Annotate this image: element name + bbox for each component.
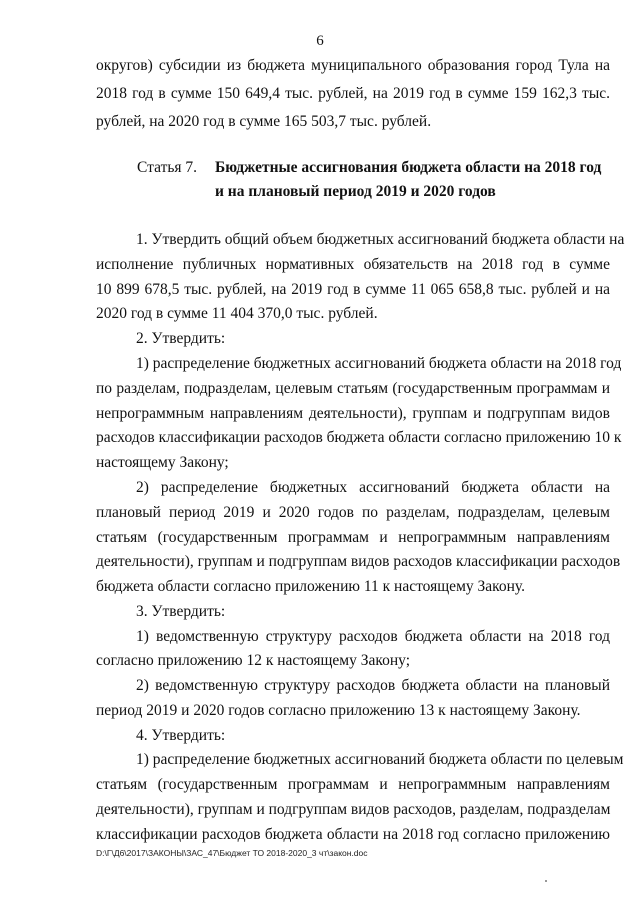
scan-speck xyxy=(545,880,547,882)
text-line: 1) ведомственную структуру расходов бюджета области на 2018 год xyxy=(136,628,610,645)
text-line: по разделам, подразделам, целевым статьям (государственным программам и xyxy=(96,380,610,397)
text-line: бюджета области согласно приложению 11 к настоящему Закону. xyxy=(96,578,526,595)
text-line: деятельности), группам и подгруппам видов расходов классификации расходов xyxy=(96,553,621,570)
text-line: 2) ведомственную структуру расходов бюджета области на плановый xyxy=(136,677,610,694)
text-line: период 2019 и 2020 годов согласно приложению 13 к настоящему Закону. xyxy=(96,702,581,719)
text-line: классификации расходов бюджета области на 2018 год согласно приложению xyxy=(96,826,610,843)
text-line: 10 899 678,5 тыс. рублей, на 2019 год в сумме 11 065 658,8 тыс. рублей и на xyxy=(96,281,610,298)
text-line: непрограммным направлениям деятельности), группам и подгруппам видов xyxy=(96,405,610,422)
text-line: согласно приложению 12 к настоящему Закону; xyxy=(96,652,411,669)
text-line: статьям (государственным программам и непрограммным направлениям xyxy=(96,776,610,793)
text-line: 2) распределение бюджетных ассигнований бюджета области на xyxy=(136,479,610,496)
text-line: округов) субсидии из бюджета муниципального образования город Тула на xyxy=(96,57,610,74)
article-label: Статья 7. xyxy=(137,159,198,176)
text-line: расходов классификации расходов бюджета области согласно приложению 10 к xyxy=(96,429,622,446)
text-line: 1) распределение бюджетных ассигнований бюджета области на 2018 год xyxy=(136,355,622,372)
article-title-line: и на плановый период 2019 и 2020 годов xyxy=(215,183,496,200)
text-line: 2020 год в сумме 11 404 370,0 тыс. рублей. xyxy=(96,305,378,322)
text-line: 3. Утвердить: xyxy=(136,603,226,620)
footer-file-path: D:\Г\Д6\2017\ЗАКОНЫ\ЗАС_47\Бюджет ТО 2018-2020_3 чт\закон.doc xyxy=(96,848,368,858)
text-line: статьям (государственным программам и непрограммным направлениям xyxy=(96,529,610,546)
text-line: 4. Утвердить: xyxy=(136,727,226,744)
text-line: исполнение публичных нормативных обязательств на 2018 год в сумме xyxy=(96,256,610,273)
text-line: деятельности), группам и подгруппам видов расходов, разделам, подразделам xyxy=(96,801,611,818)
text-line: 1) распределение бюджетных ассигнований бюджета области по целевым xyxy=(136,751,624,768)
text-line: настоящему Закону; xyxy=(96,454,229,471)
text-line: 2018 год в сумме 150 649,4 тыс. рублей, на 2019 год в сумме 159 162,3 тыс. xyxy=(96,85,610,102)
text-line: 2. Утвердить: xyxy=(136,330,226,347)
text-line: рублей, на 2020 год в сумме 165 503,7 тыс. рублей. xyxy=(96,113,432,130)
page-number: 6 xyxy=(316,33,324,49)
text-line: плановый период 2019 и 2020 годов по разделам, подразделам, целевым xyxy=(96,504,610,521)
text-line: 1. Утвердить общий объем бюджетных ассигнований бюджета области на xyxy=(136,231,625,248)
article-title-line: Бюджетные ассигнования бюджета области на 2018 год xyxy=(215,159,602,176)
